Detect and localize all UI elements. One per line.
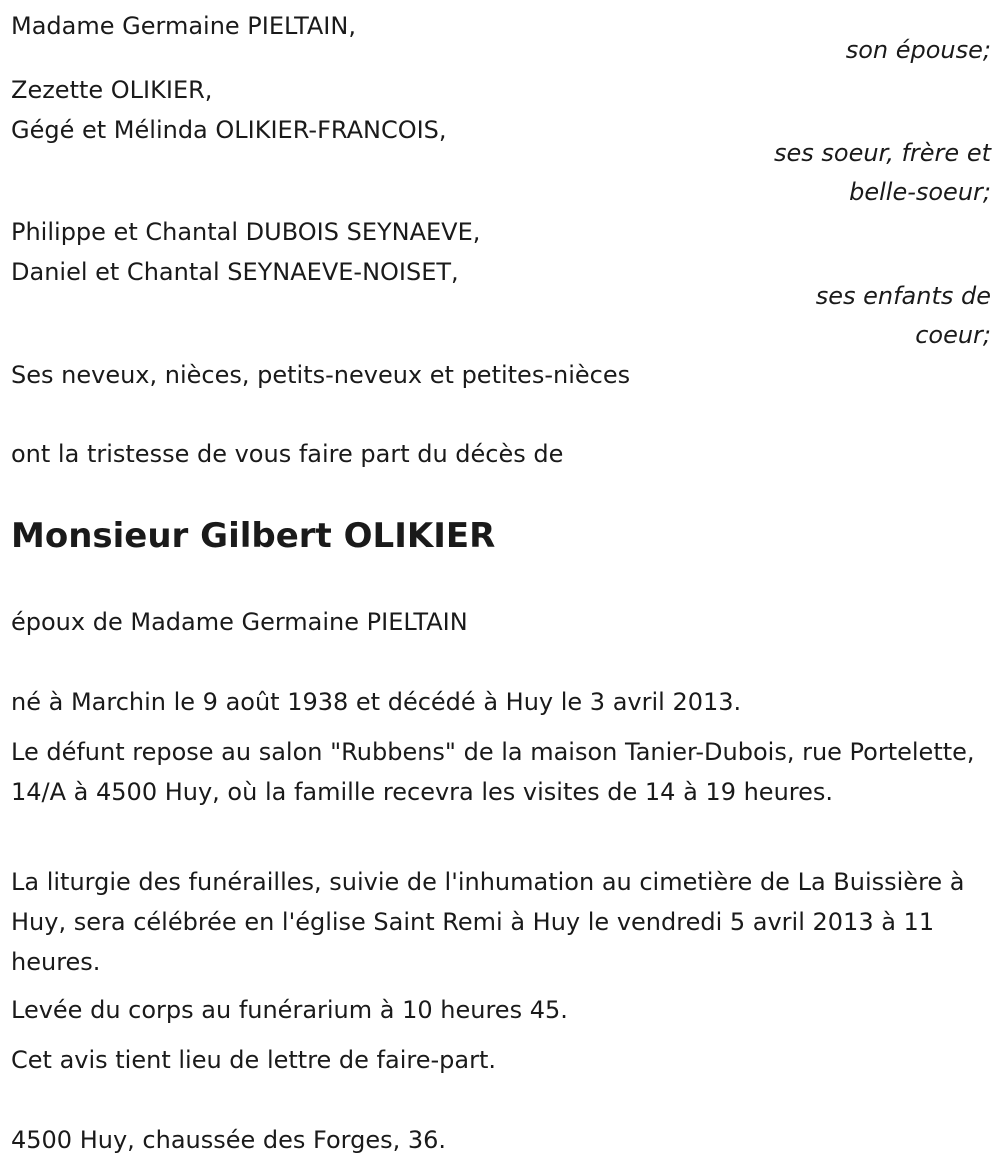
procession-info: Levée du corps au funérarium à 10 heures 45.: [11, 996, 568, 1024]
announcement-text: ont la tristesse de vous faire part du décès de: [11, 440, 564, 468]
siblings-role: ses soeur, frère et: [773, 139, 991, 167]
spouse-name: Madame Germaine PIELTAIN,: [11, 12, 356, 40]
child-name: Daniel et Chantal SEYNAEVE-NOISET,: [11, 258, 459, 286]
deceased-name: Monsieur Gilbert OLIKIER: [11, 516, 496, 556]
funeral-info: La liturgie des funérailles, suivie de l'inhumation au cimetière de La Buissière à Huy, sera célébrée en l'église Saint Remi à Huy le vendredi 5 avril 2013 à 11 heures.: [11, 868, 965, 976]
spouse-role: son épouse;: [845, 36, 991, 64]
children-role: coeur;: [915, 321, 991, 349]
child-name: Philippe et Chantal DUBOIS SEYNAEVE,: [11, 218, 481, 246]
sibling-name: Zezette OLIKIER,: [11, 76, 213, 104]
birth-death-dates: né à Marchin le 9 août 1938 et décédé à Huy le 3 avril 2013.: [11, 688, 742, 716]
sibling-name: Gégé et Mélinda OLIKIER-FRANCOIS,: [11, 116, 447, 144]
spouse-of: époux de Madame Germaine PIELTAIN: [11, 608, 468, 636]
siblings-role: belle-soeur;: [849, 178, 991, 206]
viewing-info: Le défunt repose au salon "Rubbens" de la maison Tanier-Dubois, rue Portelette, 14/A à 4500 Huy, où la famille recevra les visites de 14 à 19 heures.: [11, 738, 975, 806]
notice-text: Cet avis tient lieu de lettre de faire-part.: [11, 1046, 496, 1074]
children-role: ses enfants de: [815, 282, 991, 310]
obituary-notice: [11, 0, 991, 1175]
extended-family: Ses neveux, nièces, petits-neveux et petites-nièces: [11, 361, 631, 389]
address: 4500 Huy, chaussée des Forges, 36.: [11, 1126, 447, 1154]
